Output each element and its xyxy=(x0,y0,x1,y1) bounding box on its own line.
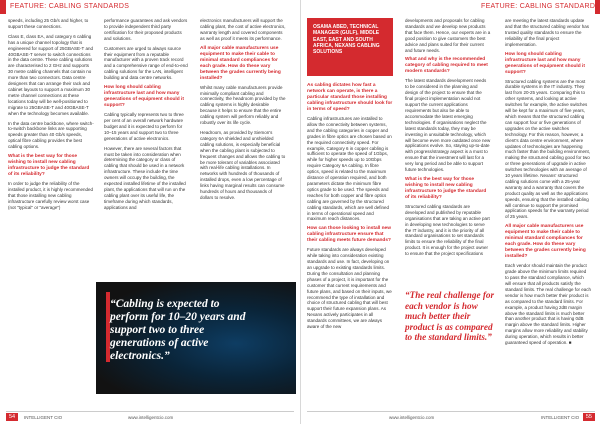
body-paragraph: Structured cabling systems are the most durable systems in the IT industry. They last from 20-25 years. Comparing this to other systems, and looking at active switches for example, the active switches will be kept for a maximum of five years, which means that the structured cabling can support four or five generations of upgrades on the active switches technology. For this reason, however, a client's data centre environment, where updates of technologies are happening much faster than the building environment, making the structured cabling good for two or three generations of upgrade in active switches technologies with an average of 10 years lifetime. Nexans' structured cabling solutions come with a 25-year warranty and a warranty that covers the product quality as well as the applications speeds, ensuring that the installed cabling will continue to support the promised application speeds for the warranty period of 25 years. xyxy=(505,78,591,220)
body-paragraph: The latest standards development needs to be considered in the planning and design of the project to ensure that the final project implementation would not support the current applications requirements but also be able to accommodate the latest emerging technologies. If organisations neglect the latest standards today, they may be investing in unsuitable technology, which will become even more outdated once new applications evolve. So, staying up-to-date with progress/strategy aspect is a must to ensure that the investment will last for a very long period and be able to support future technologies. xyxy=(405,78,491,173)
left-page-number: 54 xyxy=(6,413,18,421)
right-page xyxy=(300,0,600,424)
right-footer-brand: INTELLIGENT CIO xyxy=(541,415,580,420)
right-header xyxy=(301,0,600,14)
body-paragraph: developments and proposals for cabling standards and we develop new products that face them. Hence, our experts are in a good position to give customers the best advice and plans suited for their current and future needs. xyxy=(405,18,491,53)
section-heading: How long should cabling infrastructure last and how many generations of equipment should it support? xyxy=(505,51,585,75)
left-header-title: FEATURE: CABLING STANDARDS xyxy=(10,3,130,10)
body-paragraph: In order to judge the reliability of the installed product, it is highly recommended that those installing new cabling infrastructure carefully review worst case (not "typical" or "average") xyxy=(8,181,94,210)
right-column-1 xyxy=(307,80,393,334)
right-footer-url: www.intelligentcio.com xyxy=(389,415,435,420)
profile-caption: OSAMA ABED, TECHNICAL MANAGER (GULF), MIDDLE EAST, EAST AND SOUTH AFRICA, NEXANS CABLING SOLUTIONS xyxy=(313,24,380,56)
body-paragraph: Future standards are always developed while taking into consideration existing standards and use. In fact, developing on an upgrade to existing standards limits. During the consultation and planning phases of a project, it is important for the customer that current requirements and future plans, and based on their inputs, we recommend the type of installation and choice of structured cabling that will best support their future expansion plans. As Nexans actively participates in all standards committees, we are always aware of the new xyxy=(307,247,392,330)
right-column-3 xyxy=(505,18,591,350)
left-pull-quote: “Cabling is expected to perform for 10–20 years and support two to three generations of active electronics.” xyxy=(110,298,246,362)
section-heading: How long should cabling infrastructure last and how many generations of equipment should it support? xyxy=(104,85,184,109)
section-heading: How can those looking to install new cabling infrastructure ensure that their cabling meets future demands? xyxy=(307,226,391,244)
section-heading: What and why is the recommended category of cabling required to meet modern standards? xyxy=(405,57,488,75)
body-paragraph: electronics manufacturers will support the cabling plant, the cost of active electronics, warranty length and covered components as well as proof it meets its performance. xyxy=(200,18,286,41)
right-header-title: FEATURE: CABLING STANDARDS xyxy=(481,3,600,10)
left-footer-line xyxy=(6,411,294,412)
right-column-2 xyxy=(405,18,491,261)
left-quote-box xyxy=(96,282,296,394)
left-header xyxy=(0,0,300,14)
section-heading: What is the best way for those wishing to install new cabling infrastructure to judge the standard of its reliability? xyxy=(405,176,487,200)
body-paragraph: Class E, class EA, and category 6 cabling has a unique channel topology that is engineered for support of 25GBASE-T and 40GBASE-T server to switch connections in the data centre. These cabling solutions are characterised to 2 GHz and supports 30 metre cabling channels that contain no more than two connectors. Data centre designers that can arrange their rack and cabinet layouts to support a maximum 30 metre channel connections at these locations today will be well-positioned to migrate to 25GBASE-T and 40GBASE-T when the technology becomes available. xyxy=(8,33,93,116)
body-paragraph: However, there are several factors that must be taken into consideration when determining the category or class of cabling that should be used in a network infrastructure. These include the time owners will occupy the building, the expected installed lifetime of the installed plant, the applications that will run on the cabling plant over its useful life, the timeframe during which standards, applications and xyxy=(104,145,186,210)
left-footer-url: www.intelligentcio.com xyxy=(128,415,174,420)
body-paragraph: Cabling typically represents two to three per cent of an overall network hardware budget and it is expected to perform for 10–15 years and support two to three generations of active electronics. xyxy=(104,112,184,141)
body-paragraph: Structured cabling standards are developed and published by reputable organisations that are taking an active part in developing new technologies to serve the IT industry, and it is the priority of all standard organisations to set standards limits to ensure the reliability of the final product. It is enough for the project owner to ensure that the project specifications xyxy=(405,203,490,257)
body-paragraph: Whilst many cable manufacturers provide minimally compliant cabling and connectivity, the headroom provided by the cabling systems is highly desirable because it helps to ensure that the entire cabling system will perform reliably and robustly over its life cycle. xyxy=(200,84,286,126)
body-paragraph: are meeting the latest standards update and that the structured cabling vendor has trusted quality standards to ensure the reliability of the final project implementation. xyxy=(505,18,590,47)
body-paragraph: Cabling infrastructures are installed to allow the connectivity between systems, and the cabling categories in copper and grades in fibre optics are chosen based on the required connectivity speed. For example, Category 6 in copper cabling is sufficient to operate the speed of 1Gbps, while for higher speeds up to 10Gbps require Category 6A cabling. In fibre optics, speed is related to the maximum distance of operation required, and both parameters dictate the minimum fibre optics grade to be used. The speeds and reaches for both copper and fibre optics cabling are governed by the structured cabling standards, which are well defined in terms of operational speed and maximum reach distances. xyxy=(307,116,392,222)
left-footer-brand: INTELLIGENT CIO xyxy=(24,415,63,420)
profile-box xyxy=(307,18,393,76)
section-heading: All major cable manufacturers use equipment to make their cable to minimal standard compliances for each grade. How do these vary between the grades currently being installed? xyxy=(505,224,586,260)
right-page-number: 55 xyxy=(583,413,595,421)
body-paragraph: Customers are urged to always source their equipment from a reputable manufacturer with a proven track record and a comprehensive range of end-to-end cabling solutions for the LAN, intelligent building and data centre networks. xyxy=(104,45,188,81)
body-paragraph: Each vendor should maintain the product grade above the minimum limits required to pass the standard compliance, which will ensure that all products satisfy the standard limits. The real challenge for each vendor is how much better their product is as compared to the standard limits. For example, a product having 2dB margin above the standard limits is much better than another product that is having 0dB margin above the standard limits. Higher margins allow more reliability and stability during operation, which results in better guaranteed speed of operation. ■ xyxy=(505,263,591,346)
body-paragraph: speeds, including 25 Gb/s and higher, to support these connections. xyxy=(8,18,89,29)
section-heading: What is the best way for those wishing to install new cabling infrastructure to judge the standard of its reliability? xyxy=(8,154,90,178)
left-column-3 xyxy=(200,18,286,205)
left-header-bar xyxy=(0,0,6,14)
right-footer-line xyxy=(307,411,595,412)
section-heading: As cabling dictates how fast a network can operate, is there a particular standard those installing cabling infrastructure should look for in terms of speed? xyxy=(307,83,393,112)
right-pull-quote: “The real challenge for each vendor is how much better their product is as compared to the standard limits.” xyxy=(405,290,495,342)
body-paragraph: In the data centre backbone, where switch-to-switch backbone links are supporting speeds greater than 40 Gb/s speeds, optical fibre cabling provides the best cabling options. xyxy=(8,120,94,150)
left-column-2 xyxy=(104,18,190,215)
body-paragraph: performance guarantees and ask vendors to provide independent third party certification for their proposed products and solutions. xyxy=(104,18,188,41)
body-paragraph: Headroom, as provided by Siemon's category 6A shielded and unshielded cabling solutions, is especially beneficial when the cabling plant is subjected to frequent changes and allows the cabling to be more tolerant of variables associated with real-life cabling installations. In networks with hundreds of thousands of installed drops, even a low percentage of links having marginal results can consume hundreds of hours and thousands of dollars to resolve. xyxy=(200,129,286,200)
left-footer xyxy=(0,410,300,424)
section-heading: All major cable manufacturers use equipment to make their cable to minimal standard compliances for each grade. How do these vary between the grades currently being installed? xyxy=(200,45,281,81)
right-footer xyxy=(301,410,600,424)
left-column-1 xyxy=(8,18,94,215)
